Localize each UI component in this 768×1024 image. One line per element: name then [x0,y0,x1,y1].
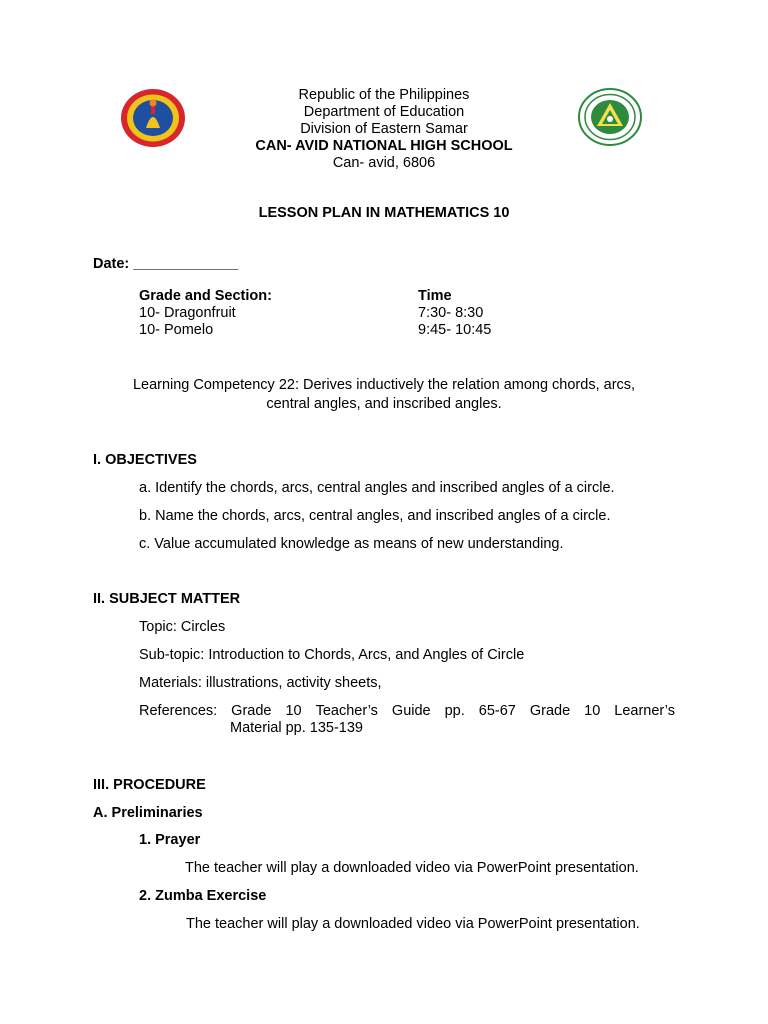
header-department: Department of Education [303,104,465,120]
school-address: Can- avid, 6806 [332,155,436,171]
grade-section-header: Grade and Section: [139,288,272,304]
step-text: The teacher will play a downloaded video via PowerPoint presentation. [185,860,639,876]
header-republic: Republic of the Philippines [298,87,470,103]
section-row: 10- Dragonfruit [139,305,236,321]
objective-item: b. Name the chords, arcs, central angles, and inscribed angles of a circle. [139,508,611,524]
objective-item: a. Identify the chords, arcs, central angles and inscribed angles of a circle. [139,480,615,496]
section-row: 10- Pomelo [139,322,214,338]
materials: Materials: illustrations, activity sheets, [139,675,382,691]
objectives-heading: I. OBJECTIVES [93,452,197,468]
step-title: 1. Prayer [139,832,201,848]
school-name: CAN- AVID NATIONAL HIGH SCHOOL [255,138,513,154]
competency-line-2: central angles, and inscribed angles. [266,396,502,412]
step-title: 2. Zumba Exercise [139,888,267,904]
preliminaries-heading: A. Preliminaries [93,805,203,821]
page-title: LESSON PLAN IN MATHEMATICS 10 [258,205,510,221]
time-header: Time [418,288,452,304]
competency-line-1: Learning Competency 22: Derives inductively the relation among chords, arcs, [132,377,636,393]
time-row: 9:45- 10:45 [418,322,492,338]
references-line-2: Material pp. 135-139 [230,720,363,736]
subject-matter-heading: II. SUBJECT MATTER [93,591,241,607]
procedure-heading: III. PROCEDURE [93,777,206,793]
subtopic: Sub-topic: Introduction to Chords, Arcs, and Angles of Circle [139,647,525,663]
topic: Topic: Circles [139,619,226,635]
time-row: 7:30- 8:30 [418,305,484,321]
step-text: The teacher will play a downloaded video via PowerPoint presentation. [186,916,640,932]
references-line-1: References: Grade 10 Teacher’s Guide pp. 65-67 Grade 10 Learner’s [139,703,675,719]
header-division: Division of Eastern Samar [300,121,468,137]
objective-item: c. Value accumulated knowledge as means of new understanding. [139,536,564,552]
date-label: Date: _____________ [93,256,239,272]
